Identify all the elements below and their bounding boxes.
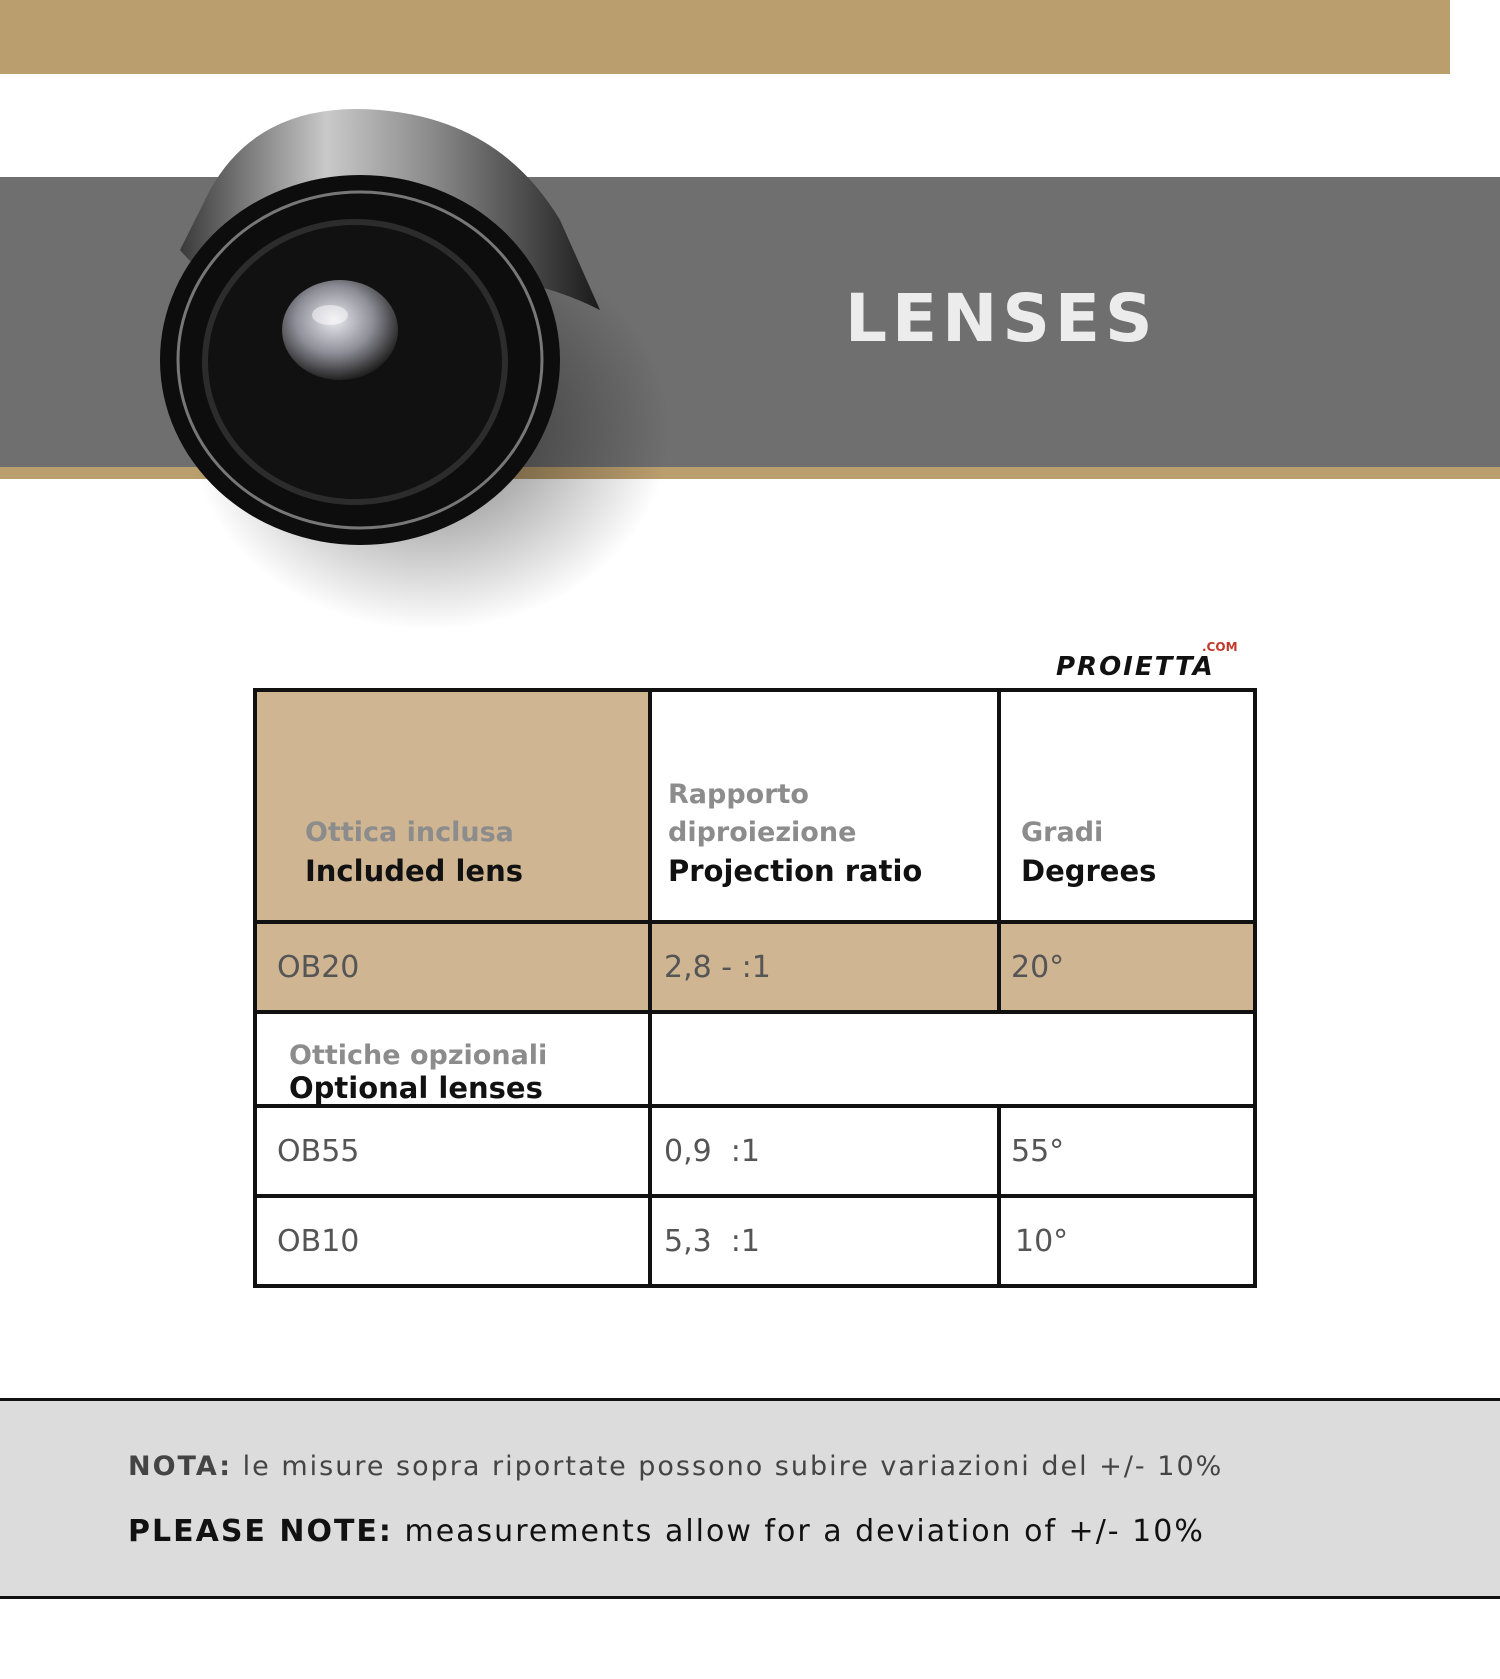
footer-note-box: [0, 1398, 1500, 1599]
page-title: LENSES: [845, 280, 1158, 357]
ratio-cell: 0,9 :1: [650, 1106, 999, 1196]
optional-header-en: Optional lenses: [289, 1071, 543, 1105]
degrees-cell: 20°: [999, 922, 1255, 1012]
optional-header: [255, 1012, 650, 1106]
header-projection-ratio: [650, 690, 999, 922]
brand-suffix: .COM: [1202, 640, 1238, 654]
brand-logo: [1056, 640, 1256, 684]
header-degrees: [999, 690, 1255, 922]
please-note-line: [128, 1514, 1205, 1549]
lens-photo: [140, 100, 700, 640]
please-note-label: PLEASE NOTE:: [128, 1514, 393, 1549]
please-note-text: measurements allow for a deviation of +/- 10%: [404, 1514, 1205, 1549]
ratio-cell: 5,3 :1: [650, 1196, 999, 1286]
header-it: Rapporto diproiezione: [668, 779, 857, 848]
degrees-cell: 10°: [999, 1196, 1255, 1286]
header-it: Ottica inclusa: [305, 817, 514, 848]
header-included-lens: [255, 690, 650, 922]
table-row: [255, 1106, 1255, 1196]
optional-header-spacer: [650, 1012, 1255, 1106]
degrees-cell: 55°: [999, 1106, 1255, 1196]
model-cell: OB55: [255, 1106, 650, 1196]
nota-label: NOTA:: [128, 1451, 233, 1482]
optional-header-it: Ottiche opzionali: [289, 1040, 548, 1071]
nota-line: [128, 1451, 1223, 1482]
brand-name: PROIETTA: [1056, 652, 1215, 682]
model-cell: OB20: [255, 922, 650, 1012]
header-en: Projection ratio: [668, 854, 923, 888]
header-en: Included lens: [305, 854, 524, 888]
ratio-cell: 2,8 - :1: [650, 922, 999, 1012]
top-accent-bar: [0, 0, 1450, 74]
table-row: [255, 922, 1255, 1012]
table-row: [255, 1196, 1255, 1286]
optional-header-row: [255, 1012, 1255, 1106]
header-it: Gradi: [1021, 817, 1104, 848]
model-cell: OB10: [255, 1196, 650, 1286]
header-row: [255, 690, 1255, 922]
header-en: Degrees: [1021, 854, 1157, 888]
lens-spec-table: [253, 688, 1257, 1288]
nota-text: le misure sopra riportate possono subire variazioni del +/- 10%: [242, 1451, 1224, 1482]
